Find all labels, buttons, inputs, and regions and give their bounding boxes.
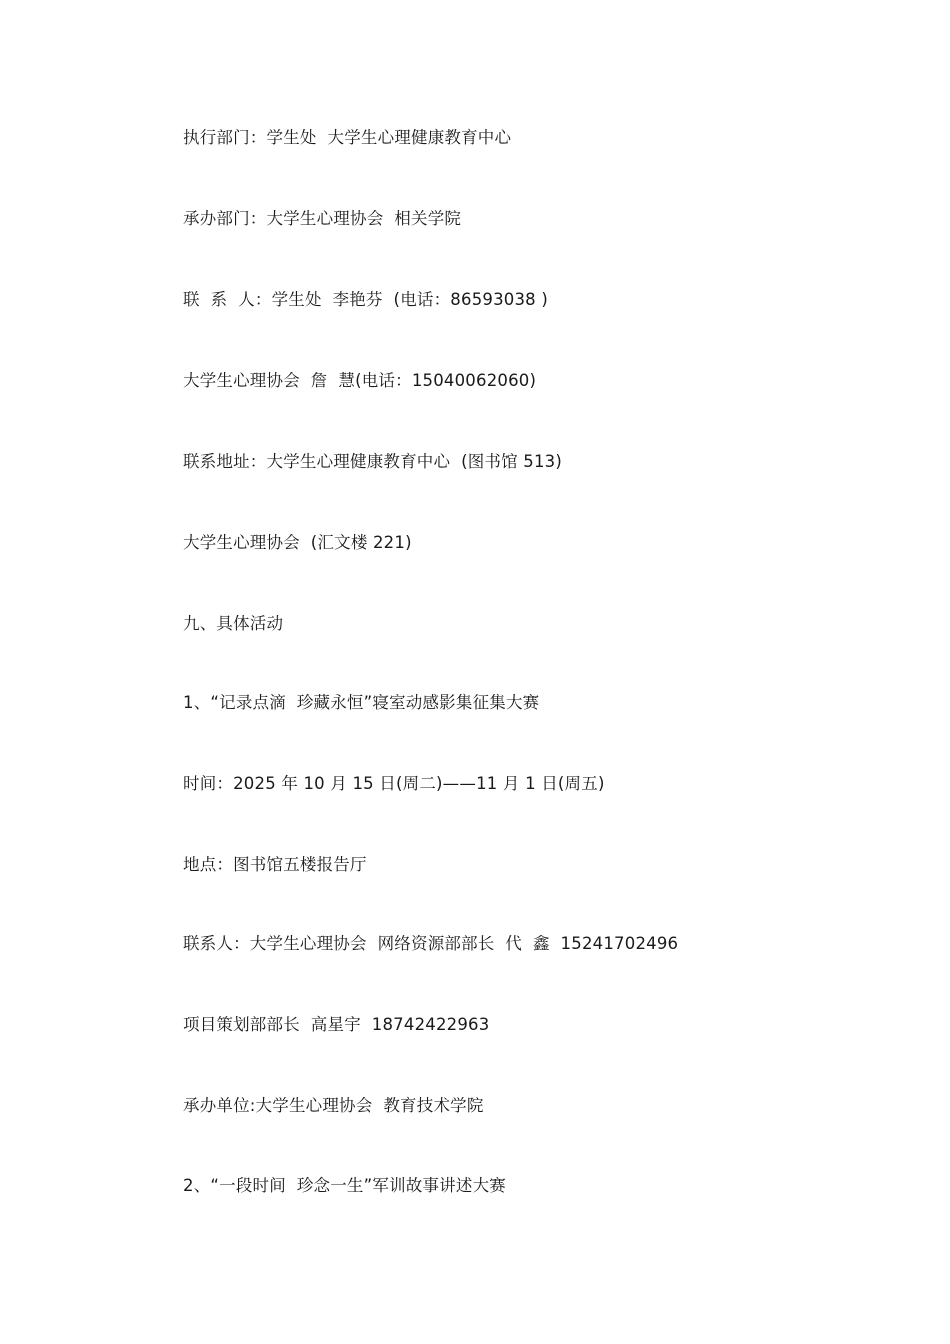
text-line-association-contact: 大学生心理协会 詹 慧(电话：15040062060) [183,371,537,390]
activity-1-planning-contact: 项目策划部部长 高星宇 18742422963 [183,1015,490,1034]
activity-1-contact: 联系人：大学生心理协会 网络资源部部长 代 鑫 15241702496 [183,934,679,953]
activity-1-time: 时间：2025 年 10 月 15 日(周二)——11 月 1 日(周五) [183,774,605,793]
text-line-association-address: 大学生心理协会 (汇文楼 221) [183,533,412,552]
activity-1-title: 1、“记录点滴 珍藏永恒”寝室动感影集征集大赛 [183,693,540,712]
text-line-executing-department: 执行部门：学生处 大学生心理健康教育中心 [183,128,512,147]
text-line-organizing-department: 承办部门：大学生心理协会 相关学院 [183,209,462,228]
activity-2-title: 2、“一段时间 珍念一生”军训故事讲述大赛 [183,1176,506,1195]
text-line-contact-person: 联 系 人：学生处 李艳芬 (电话：86593038 ) [183,290,548,309]
activity-1-organizer: 承办单位:大学生心理协会 教育技术学院 [183,1096,484,1115]
text-line-contact-address: 联系地址：大学生心理健康教育中心 (图书馆 513) [183,452,563,471]
section-heading-activities: 九、具体活动 [183,614,284,633]
activity-1-location: 地点：图书馆五楼报告厅 [183,855,367,874]
